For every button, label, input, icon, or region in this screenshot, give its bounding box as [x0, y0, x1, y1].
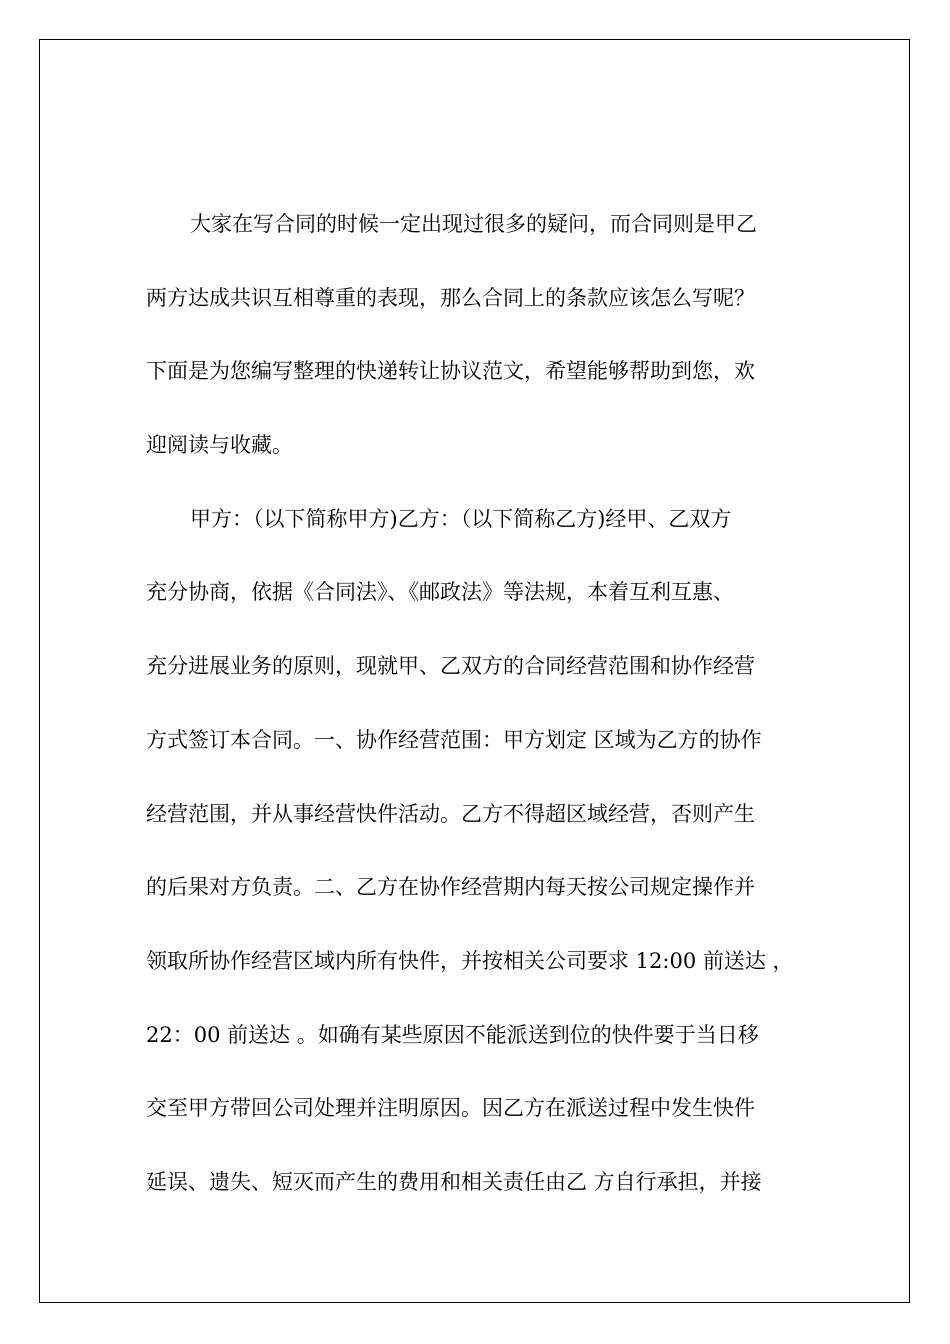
- paragraph-line: 经营范围，并从事经营快件活动。乙方不得超区域经营，否则产生: [146, 801, 755, 826]
- paragraph-line: 大家在写合同的时候一定出现过很多的疑问，而合同则是甲乙: [190, 212, 757, 236]
- paragraph-line: 充分协商，依据《合同法》、《邮政法》等法规，本着互利互惠、: [146, 580, 734, 605]
- paragraph-line: 延误、遗失、短灭而产生的费用和相关责任由乙 方自行承担，并接: [146, 1169, 762, 1194]
- paragraph-line: 下面是为您编写整理的快递转让协议范文，希望能够帮助到您，欢: [146, 359, 755, 384]
- paragraph-line: 两方达成共识互相尊重的表现，那么合同上的条款应该怎么写呢？: [146, 285, 755, 310]
- paragraph-line: 甲方：（以下简称甲方)乙方：（以下简称乙方)经甲、乙双方: [190, 506, 732, 531]
- paragraph-line: 的后果对方负责。二、乙方在协作经营期内每天按公司规定操作并: [146, 875, 755, 900]
- paragraph-line: 22：00 前送达 。如确有某些原因不能派送到位的快件要于当日移: [146, 1022, 759, 1047]
- paragraph-line: 领取所协作经营区域内所有快件，并按相关公司要求 12:00 前送达 ，: [146, 948, 794, 973]
- paragraph-line: 迎阅读与收藏。: [146, 433, 293, 458]
- paragraph-line: 交至甲方带回公司处理并注明原因。因乙方在派送过程中发生快件: [146, 1096, 755, 1121]
- document-body: [146, 202, 814, 1234]
- paragraph-line: 方式签订本合同。一、协作经营范围：甲方划定 区域为乙方的协作: [146, 727, 762, 752]
- paragraph-line: 充分进展业务的原则，现就甲、乙双方的合同经营范围和协作经营: [146, 654, 755, 679]
